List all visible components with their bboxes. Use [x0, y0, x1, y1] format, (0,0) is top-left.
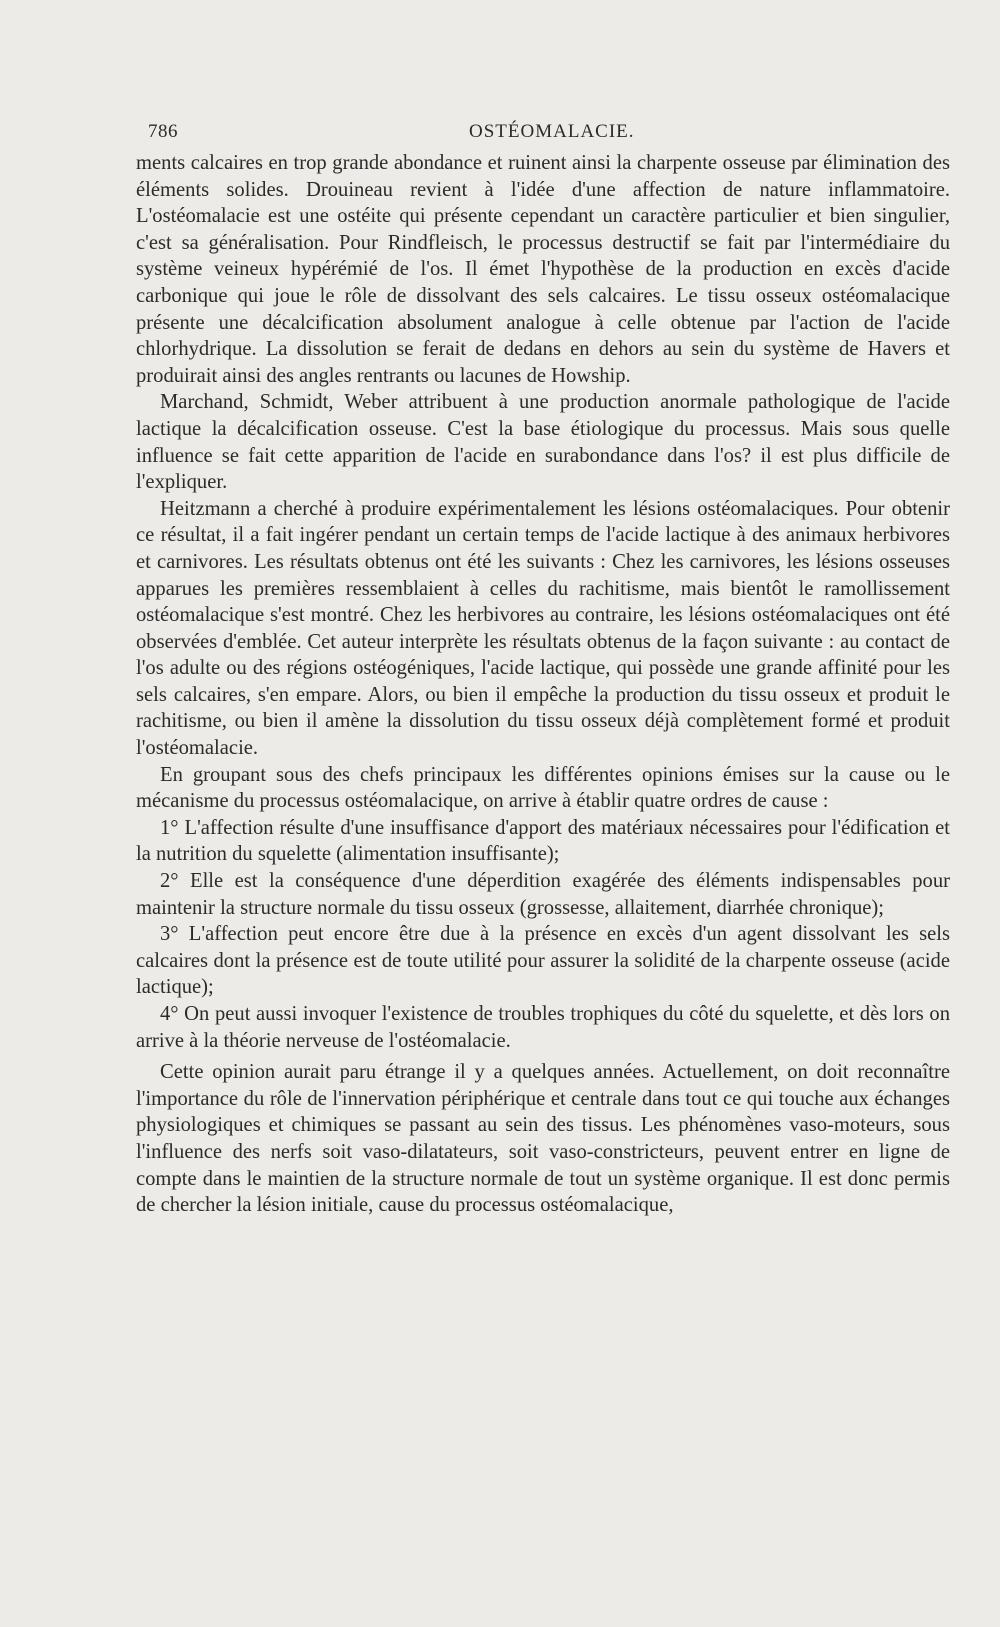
running-title: OSTÉOMALACIE.	[469, 121, 635, 142]
paragraph-causes-intro: En groupant sous des chefs principaux les différentes opinions émises sur la cause ou le mécanisme du processus ostéomalacique, on arrive à établir quatre ordres de cause :	[136, 763, 950, 813]
body-text	[136, 150, 950, 1219]
paragraph-continuation: ments calcaires en trop grande abondance et ruinent ainsi la charpente osseuse par élimination des éléments solides. Drouineau revient à l'idée d'une affection de nature inflammatoire. L'ostéomalacie est une ostéite qui présente cependant un caractère particulier et bien singulier, c'est sa généralisation. Pour Rindfleisch, le processus destructif se fait par l'intermédiaire du système veineux hypérémié de l'os. Il émet l'hypothèse de la production en excès d'acide carbonique qui joue le rôle de dissolvant des sels calcaires. Le tissu osseux ostéomalacique présente une décalcification absolument analogue à celle obtenue par l'action de l'acide chlorhydrique. La dissolution se ferait de dedans en dehors au sein du système de Havers et produirait ainsi des angles rentrants ou lacunes de Howship.	[136, 152, 950, 387]
paragraph-marchand: Marchand, Schmidt, Weber attribuent à une production anormale pathologique de l'acide lactique la décalcification osseuse. C'est la base étiologique du processus. Mais sous quelle influence se fait cette apparition de l'acide en surabondance dans l'os? il est plus difficile de l'expliquer.	[136, 391, 950, 494]
list-item-cause-3: 3° L'affection peut encore être due à la présence en excès d'un agent dissolvant les sels calcaires dont la présence est de toute utilité pour assurer la solidité de la charpente osseuse (acide lactique);	[136, 923, 950, 999]
page-number: 786	[148, 121, 178, 142]
list-item-cause-1: 1° L'affection résulte d'une insuffisance d'apport des matériaux nécessaires pour l'édification et la nutrition du squelette (alimentation insuffisante);	[136, 816, 950, 866]
list-item-cause-2: 2° Elle est la conséquence d'une déperdition exagérée des éléments indispensables pour maintenir la structure normale du tissu osseux (grossesse, allaitement, diarrhée chronique);	[136, 870, 950, 919]
list-item-cause-4: 4° On peut aussi invoquer l'existence de troubles trophiques du côté du squelette, et dès lors on arrive à la théorie nerveuse de l'ostéomalacie.	[136, 1003, 950, 1052]
paragraph-nervous-theory: Cette opinion aurait paru étrange il y a quelques années. Actuellement, on doit reconnaître l'importance du rôle de l'innervation périphérique et centrale dans tout ce qui touche aux échanges physiologiques et chimiques se passant au sein des tissus. Les phénomènes vaso-moteurs, sous l'influence des nerfs soit vaso-dilatateurs, soit vaso-constricteurs, peuvent entrer en ligne de compte dans le maintien de la structure normale de tout un système organique. Il est donc permis de chercher la lésion initiale, cause du processus ostéomalacique,	[136, 1061, 950, 1217]
paragraph-heitzmann: Heitzmann a cherché à produire expérimentalement les lésions ostéomalaciques. Pour obtenir ce résultat, il a fait ingérer pendant un certain temps de l'acide lactique à des animaux herbivores et carnivores. Les résultats obtenus ont été les suivants : Chez les carnivores, les lésions osseuses apparues les premières ressemblaient à celles du rachitisme, mais bientôt le ramollissement ostéomalacique s'est montré. Chez les herbivores au contraire, les lésions ostéomalaciques ont été observées d'emblée. Cet auteur interprète les résultats obtenus de la façon suivante : au contact de l'os adulte ou des régions ostéogéniques, l'acide lactique, qui possède une grande affinité pour les sels calcaires, s'en empare. Alors, ou bien il empêche la production du tissu osseux et produit le rachitisme, ou bien il amène la dissolution du tissu osseux déjà complètement formé et produit l'ostéomalacie.	[136, 497, 950, 760]
page-header	[148, 121, 948, 145]
